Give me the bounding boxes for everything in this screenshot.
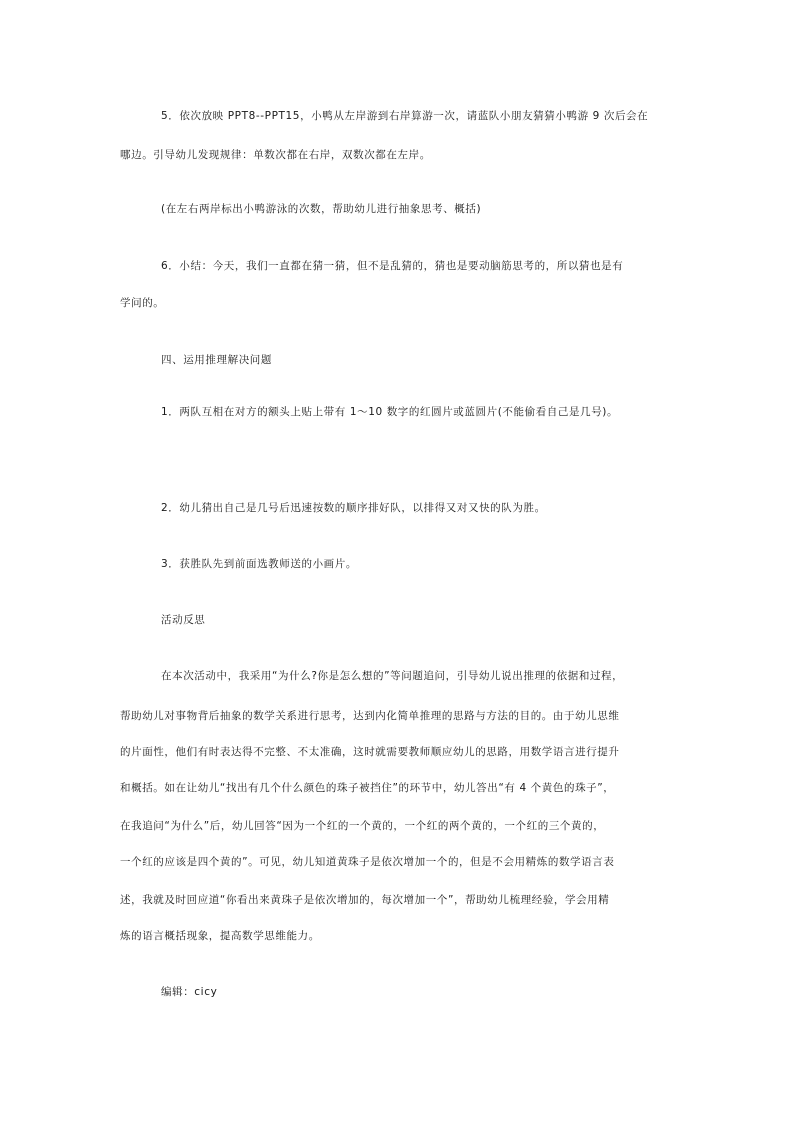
paragraph-line: 哪边。引导幼儿发现规律：单数次都在右岸，双数次都在左岸。 <box>120 149 431 161</box>
editor-credit: 编辑：cicy <box>161 986 218 998</box>
paragraph-line: 学问的。 <box>120 297 165 309</box>
paragraph-line: (在左右两岸标出小鸭游泳的次数，帮助幼儿进行抽象思考、概括) <box>161 203 482 215</box>
paragraph-line: 在我追问“为什么”后，幼儿回答“因为一个红的一个黄的，一个红的两个黄的，一个红的三个黄的， <box>120 820 605 832</box>
paragraph-line: 一个红的应该是四个黄的”。可见，幼儿知道黄珠子是依次增加一个的，但是不会用精炼的数学语言表 <box>120 856 615 868</box>
paragraph-line: 3．获胜队先到前面选教师送的小画片。 <box>161 558 357 570</box>
paragraph-line: 5．依次放映 PPT8--PPT15，小鸭从左岸游到右岸算游一次，请蓝队小朋友猜猜小鸭游 9 次后会在 <box>161 110 649 122</box>
section-heading: 活动反思 <box>161 614 206 626</box>
paragraph-line: 6．小结：今天，我们一直都在猜一猜，但不是乱猜的，猜也是要动脑筋思考的，所以猜也是有 <box>161 260 624 272</box>
paragraph-line: 2．幼儿猜出自己是几号后迅速按数的顺序排好队，以排得又对又快的队为胜。 <box>161 502 546 514</box>
paragraph-line: 帮助幼儿对事物背后抽象的数学关系进行思考，达到内化简单推理的思路与方法的目的。由于幼儿思维 <box>120 710 620 722</box>
paragraph-line: 述，我就及时回应道“你看出来黄珠子是依次增加的，每次增加一个”，帮助幼儿梳理经验，学会用精 <box>120 894 610 906</box>
section-heading: 四、运用推理解决问题 <box>161 354 272 366</box>
paragraph-line: 的片面性，他们有时表达得不完整、不太准确，这时就需要教师顺应幼儿的思路，用数学语言进行提升 <box>120 746 620 758</box>
paragraph-line: 在本次活动中，我采用“为什么?你是怎么想的”等问题追问，引导幼儿说出推理的依据和过程， <box>161 670 624 682</box>
paragraph-line: 1．两队互相在对方的额头上贴上带有 1～10 数字的红圆片或蓝圆片(不能偷看自己是几号)。 <box>161 406 619 418</box>
paragraph-line: 炼的语言概括现象，提高数学思维能力。 <box>120 930 320 942</box>
paragraph-line: 和概括。如在让幼儿“找出有几个什么颜色的珠子被挡住”的环节中，幼儿答出“有 4 个黄色的珠子”， <box>120 782 615 794</box>
